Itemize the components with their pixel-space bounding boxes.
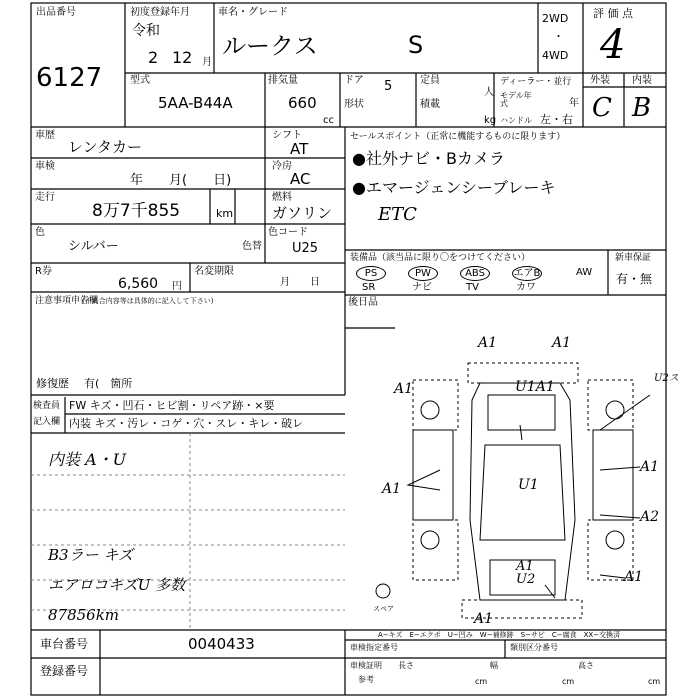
damage-mark: U1A1 [515, 379, 555, 395]
reg-deadline-label: 名変期限 [194, 266, 234, 277]
drive-2wd: 2WD [542, 12, 569, 25]
dealer-label: ディーラー・並行 [500, 77, 572, 87]
width-unit: cm [562, 677, 575, 686]
model-label: 型式 [130, 75, 150, 86]
inspection-label: 車検 [35, 161, 55, 172]
equip-pw: PW [408, 266, 438, 281]
mileage-value: 8万7千855 [92, 201, 181, 221]
doors-label: ドア [344, 75, 364, 86]
color-code-label: 色コード [268, 227, 308, 238]
history-label: 車歴 [35, 130, 55, 141]
score-label: 評 価 点 [593, 7, 633, 20]
caution-sub: (不具合内容等は具体的に記入して下さい) [82, 297, 214, 305]
int-grade: B [632, 93, 652, 123]
capacity-label: 定員 [420, 75, 440, 86]
inspection-value: 年 月( 日) [130, 173, 232, 188]
ac-label: 冷房 [272, 161, 292, 172]
model-year-unit: 年 [569, 98, 579, 109]
repair-value: 有( 箇所 [84, 377, 133, 390]
history-value: レンタカー [68, 138, 143, 156]
height-label: 高さ [578, 661, 594, 670]
length-unit: cm [475, 677, 488, 686]
fuel-label: 燃料 [272, 192, 292, 203]
damage-mark: A1 [478, 335, 498, 351]
displacement: 660 [288, 94, 317, 112]
yen-unit: 円 [172, 281, 182, 292]
reference-label: 参考 [358, 675, 374, 684]
sales-point-1: ●社外ナビ・Bカメラ [352, 149, 505, 168]
damage-mark: A1 [640, 459, 660, 475]
chassis-value: 0040433 [188, 635, 255, 653]
width-label: 幅 [490, 661, 498, 670]
equip-aw: AW [576, 267, 593, 278]
post-label: 後日品 [348, 297, 378, 308]
inspector-label-b: 記入欄 [33, 417, 61, 427]
capacity-unit: 人 [484, 87, 494, 98]
inspector-line-1: FW キズ・凹石・ヒビ割・リペア跡・×要 [69, 399, 275, 412]
equip-leather: カワ [516, 282, 536, 293]
drive-4wd: 4WD [542, 49, 569, 62]
inspector-label-a: 検査員 [33, 401, 61, 411]
damage-legend: A−キズ E−エクボ U−凹み W−補修跡 S−サビ C−腐食 XX−交換済 [378, 631, 621, 639]
damage-mark: A2 [640, 509, 660, 525]
handwritten-note-2: B3ラー キズ [48, 546, 134, 564]
car-diagram [376, 363, 650, 618]
repair-label: 修復歴 [36, 377, 69, 390]
handwritten-mileage: 87856km [48, 606, 120, 624]
ext-grade: C [592, 93, 612, 123]
equip-navi: ナビ [412, 282, 432, 293]
equip-airbag: エアB [513, 268, 541, 279]
damage-mark: A1 [624, 569, 644, 585]
handwritten-note-1: 内装 A・U [48, 450, 127, 469]
car-name: ルークス [222, 32, 318, 60]
km-unit: km [216, 207, 234, 220]
equip-ps: PS [356, 266, 386, 281]
damage-mark: A1 [552, 335, 572, 351]
grade: S [408, 31, 424, 59]
plate-label: 登録番号 [40, 664, 89, 678]
fuel-value: ガソリン [272, 204, 333, 222]
car-name-label: 車名・グレード [218, 7, 288, 18]
handle-value: 左・右 [540, 113, 573, 126]
int-label: 内装 [632, 75, 652, 86]
chassis-label: 車台番号 [40, 637, 89, 651]
equipment-title: 装備品（該当品に限り〇をつけてください） [350, 253, 531, 263]
doors-value: 5 [384, 79, 393, 94]
color-change-label: 色替 [242, 241, 262, 252]
lot-label: 出品番号 [36, 7, 76, 18]
sales-point-2: ●エマージェンシーブレーキ [352, 178, 556, 197]
length-label: 長さ [398, 661, 414, 670]
damage-mark: A1 [394, 381, 414, 397]
damage-mark: U1 [518, 477, 539, 493]
reg-deadline-value: 月 日 [280, 277, 320, 288]
cc-unit: cc [323, 115, 334, 126]
load-unit: kg [484, 115, 497, 126]
spare-label: スペア [373, 605, 394, 613]
damage-mark: A1 U2 [516, 559, 536, 587]
lot-number: 6127 [36, 63, 103, 93]
inspector-line-2: 内装 キズ・汚レ・コゲ・穴・スレ・キレ・破レ [69, 417, 304, 430]
load-label: 積載 [420, 99, 440, 110]
score-value: 4 [600, 22, 626, 68]
category-label: 類別区分番号 [510, 643, 558, 652]
equip-tv: TV [466, 282, 479, 293]
sales-points-title: セールスポイント（正常に機能するものに限ります） [350, 132, 566, 142]
damage-mark: A1 [382, 481, 402, 497]
ext-label: 外装 [590, 75, 610, 86]
displacement-label: 排気量 [268, 75, 298, 86]
mileage-label: 走行 [35, 192, 55, 203]
first-reg-label: 初度登録年月 [130, 7, 190, 18]
handle-label: ハンドル [500, 116, 532, 125]
shift-label: シフト [272, 130, 302, 141]
handwritten-note-3: エアロコキズU 多数 [48, 576, 186, 594]
model-code: 5AA-B44A [158, 94, 233, 112]
equip-abs: ABS [460, 266, 490, 281]
vehicle-cert-label: 車検証明 [350, 661, 382, 670]
warranty-value: 有・無 [616, 272, 653, 286]
ac-value: AC [290, 170, 311, 188]
damage-mark: U2ス [654, 373, 679, 384]
shift-value: AT [290, 140, 309, 158]
damage-mark: A1 [474, 611, 494, 627]
reg-year: 2 [148, 48, 159, 67]
color-value: シルバー [68, 239, 119, 254]
recycle-value: 6,560 [118, 276, 159, 292]
drive-dot: ・ [553, 30, 564, 43]
month-unit: 月 [202, 57, 212, 68]
recycle-label: R券 [35, 266, 52, 277]
warranty-label: 新車保証 [615, 253, 652, 263]
color-code: U25 [292, 241, 319, 256]
shape-label: 形状 [344, 99, 364, 110]
sales-point-3: ETC [378, 204, 417, 225]
reg-month: 12 [172, 48, 193, 67]
color-label: 色 [35, 227, 45, 238]
era: 令和 [132, 23, 160, 39]
equip-sr: SR [362, 282, 376, 293]
designated-label: 車検指定番号 [350, 643, 398, 652]
height-unit: cm [648, 677, 661, 686]
model-year-label: モデル年式 [500, 91, 532, 108]
caution-label: 注意事項申告欄 [35, 296, 99, 306]
